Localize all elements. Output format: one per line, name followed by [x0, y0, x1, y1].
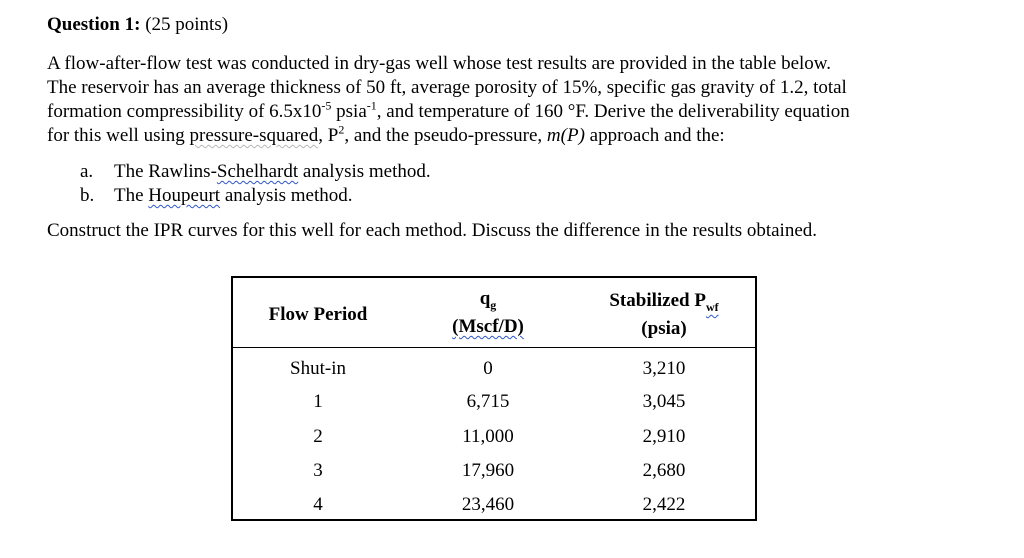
grammar-flagged-text: pressure-squared: [189, 125, 319, 146]
problem-paragraph: [47, 52, 957, 148]
header-qg: [403, 288, 573, 313]
text-fragment: analysis method.: [298, 161, 431, 182]
cell-qg: 11,000: [462, 426, 514, 447]
question-points: (25 points): [145, 14, 229, 35]
text-fragment: The: [114, 185, 149, 206]
question-number: Question 1:: [47, 14, 141, 35]
text-fragment: , P: [318, 125, 339, 146]
cell-pwf: 3,045: [642, 391, 686, 412]
superscript: 2: [338, 122, 345, 137]
list-item: [80, 160, 431, 184]
cell-qg: 6,715: [466, 391, 510, 412]
test-results-table: [231, 276, 757, 521]
header-divider: [233, 347, 755, 348]
spellcheck-flagged-text: Schelhardt: [216, 161, 299, 182]
spellcheck-flagged-text: Houpeurt: [148, 185, 221, 206]
cell-qg: 23,460: [461, 494, 515, 515]
header-symbol: q: [479, 288, 491, 309]
cell-period: 4: [313, 494, 323, 515]
paragraph-line-1: A flow-after-flow test was conducted in dry-gas well whose test results are provided in the table below.: [47, 53, 832, 74]
cell-qg: 0: [483, 358, 493, 379]
cell-pwf: 2,422: [642, 494, 686, 515]
paragraph-line-2: The reservoir has an average thickness of 50 ft, average porosity of 15%, specific gas gravity of 1.2, total: [47, 77, 847, 98]
text-fragment: analysis method.: [220, 185, 353, 206]
cell-period: 3: [313, 460, 323, 481]
text-fragment: for this well using: [47, 125, 190, 146]
cell-pwf: 3,210: [642, 358, 686, 379]
construct-instruction: Construct the IPR curves for this well for each method. Discuss the difference in the results obtained.: [47, 220, 818, 241]
paragraph-line-4: [47, 124, 957, 148]
italic-term: m(P): [546, 125, 585, 146]
cell-period: 2: [313, 426, 323, 447]
header-pwf-unit: (psia): [641, 318, 687, 339]
cell-qg: 17,960: [461, 460, 515, 481]
text-fragment: The Rawlins-: [114, 161, 217, 182]
header-subscript: g: [490, 297, 497, 312]
list-item: [80, 184, 431, 208]
text-fragment: , and temperature of 160 °F. Derive the deliverability equation: [376, 101, 850, 122]
list-marker: b.: [80, 185, 95, 206]
text-fragment: formation compressibility of 6.5x10: [47, 101, 322, 122]
method-list: [80, 160, 431, 208]
header-subscript: wf: [705, 299, 719, 314]
text-fragment: psia: [331, 101, 367, 122]
text-fragment: , and the pseudo-pressure,: [344, 125, 547, 146]
header-flow-period: Flow Period: [268, 304, 368, 325]
cell-pwf: 2,910: [642, 426, 686, 447]
question-heading: [47, 14, 228, 36]
cell-pwf: 2,680: [642, 460, 686, 481]
header-unit: (Mscf/D): [452, 316, 524, 337]
paragraph-line-3: [47, 100, 957, 124]
superscript: -5: [321, 98, 332, 113]
header-qg-unit: [403, 316, 573, 338]
text-fragment: approach and the:: [584, 125, 725, 146]
header-title: Stabilized P: [609, 290, 706, 311]
superscript: -1: [366, 98, 377, 113]
header-pwf: [573, 290, 755, 315]
cell-period: 1: [313, 391, 323, 412]
cell-period: Shut-in: [290, 358, 346, 379]
list-marker: a.: [80, 161, 94, 182]
